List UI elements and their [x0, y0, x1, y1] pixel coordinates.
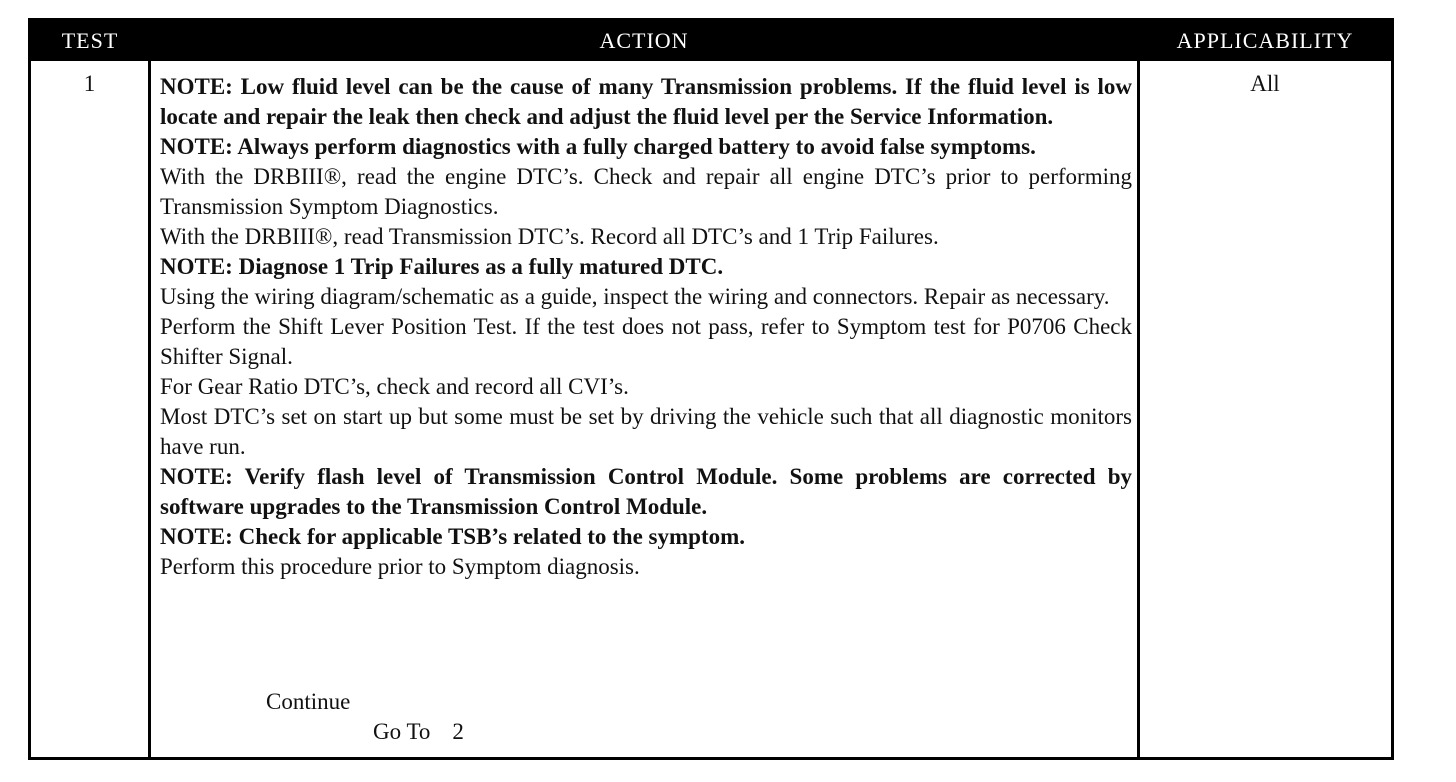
applicability-value: All: [1250, 71, 1280, 96]
continue-label: Continue: [266, 689, 351, 714]
note-paragraph: NOTE: Check for applicable TSB’s related to the symptom.: [160, 524, 746, 549]
note-paragraph: NOTE: Low fluid level can be the cause of many Transmission problems. If the fluid level is low locate and repair the leak then check and adjust the fluid level per the Service Information.: [160, 74, 1132, 129]
instruction-paragraph: For Gear Ratio DTC’s, check and record all CVI’s.: [160, 374, 629, 399]
test-number: 1: [83, 71, 96, 96]
diagnostic-table: [28, 18, 1394, 760]
action-cell: [160, 72, 1132, 582]
header-action: ACTION: [599, 28, 689, 53]
instruction-paragraph: Perform the Shift Lever Position Test. If the test does not pass, refer to Symptom test for P0706 Check Shifter Signal.: [160, 314, 1132, 369]
header-applicability: APPLICABILITY: [1176, 28, 1354, 53]
column-divider: [148, 61, 151, 757]
instruction-paragraph: Perform this procedure prior to Symptom diagnosis.: [160, 554, 640, 579]
note-paragraph: NOTE: Verify flash level of Transmission Control Module. Some problems are corrected by software upgrades to the Transmission Control Module.: [160, 464, 1132, 519]
instruction-paragraph: Most DTC’s set on start up but some must be set by driving the vehicle such that all diagnostic monitors have run.: [160, 404, 1132, 459]
goto-line: [373, 719, 464, 745]
note-paragraph: NOTE: Always perform diagnostics with a fully charged battery to avoid false symptoms.: [160, 134, 1036, 159]
table-header: [31, 21, 1391, 61]
column-divider: [1137, 61, 1140, 757]
instruction-paragraph: With the DRBIII®, read the engine DTC’s. Check and repair all engine DTC’s prior to performing Transmission Symptom Diagnostics.: [160, 164, 1132, 219]
header-test: TEST: [61, 28, 119, 53]
note-paragraph: NOTE: Diagnose 1 Trip Failures as a fully matured DTC.: [160, 254, 724, 279]
goto-target: 2: [452, 719, 464, 744]
goto-label: Go To: [373, 719, 431, 744]
instruction-paragraph: Using the wiring diagram/schematic as a guide, inspect the wiring and connectors. Repair as necessary.: [160, 284, 1110, 309]
instruction-paragraph: With the DRBIII®, read Transmission DTC’s. Record all DTC’s and 1 Trip Failures.: [160, 224, 939, 249]
